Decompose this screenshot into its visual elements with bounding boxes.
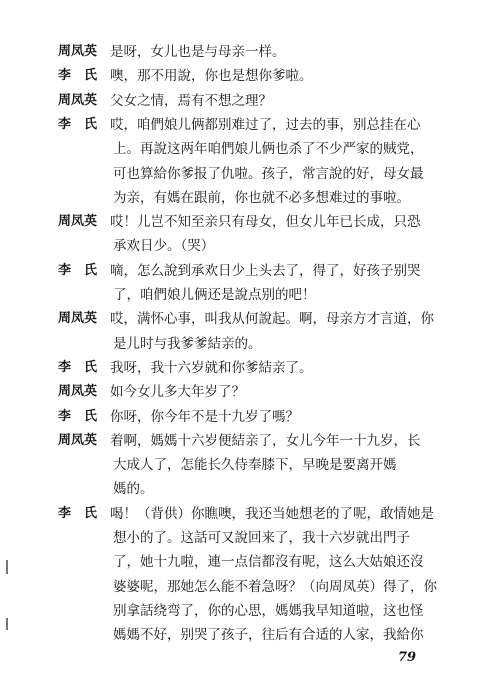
dialogue-line [0,453,479,477]
dialogue-line [0,234,479,258]
dialogue-line [0,186,479,210]
dialogue-text: 是呀，女儿也是与母亲一样。 [110,44,286,60]
speaker-name: 周凤英 [58,93,98,108]
dialogue-text: 媽媽不好，别哭了孩子，往后有合适的人家，我給你 [113,627,424,643]
dialogue-line [0,307,479,331]
speaker-name: 周凤英 [58,433,98,448]
dialogue-line [0,623,479,647]
dialogue-line [0,210,479,234]
dialogue-text: 了，咱們娘儿俩还是說点别的吧！ [113,287,316,303]
dialogue-line [0,64,479,88]
speaker-name: 周凤英 [58,44,98,59]
dialogue-line [0,550,479,574]
dialogue-line [0,429,479,453]
dialogue-text: 想小的了。这話可又說回来了，我十六岁就出門子 [113,530,410,546]
speaker-name: 周凤英 [58,311,98,326]
dialogue-text: 是儿时与我爹爹結亲的。 [113,336,262,352]
speaker-name: 周凤英 [58,214,98,229]
scan-margin-mark [6,560,8,574]
dialogue-text: 哎，咱們娘儿俩都别难过了，过去的事，别总挂在心 [110,117,421,133]
dialogue-line [0,283,479,307]
dialogue-text: 嘀，怎么說到承欢日少上头去了，得了，好孩子别哭 [110,263,421,279]
dialogue-line [0,89,479,113]
dialogue-text: 着啊，媽媽十六岁便結亲了，女儿今年一十九岁，长 [110,433,421,449]
dialogue-text: 噢，那不用說，你也是想你爹啦。 [110,68,313,84]
speaker-name: 李 氏 [58,68,98,83]
dialogue-line [0,502,479,526]
speaker-name: 李 氏 [58,117,98,132]
dialogue-line [0,575,479,599]
dialogue-line [0,356,479,380]
dialogue-text: 我呀，我十六岁就和你爹結亲了。 [110,360,313,376]
dialogue-text: 可也算給你爹报了仇啦。孩子，常言說的好，母女最 [113,166,424,182]
dialogue-text: 了，她十九啦，連一点信都沒有呢，这么大姑娘还沒 [113,554,424,570]
dialogue-line [0,162,479,186]
dialogue-line [0,599,479,623]
dialogue-text: 媽的。 [113,481,154,497]
speaker-name: 李 氏 [58,360,98,375]
dialogue-text: 承欢日少。（哭） [113,238,215,254]
scan-margin-mark [6,618,8,630]
dialogue-text: 喝！（背供）你瞧噢，我还当她想老的了呢，敢情她是 [110,506,434,522]
speaker-name: 周凤英 [58,384,98,399]
dialogue-line [0,113,479,137]
dialogue-text: 别拿話绕弯了，你的心思，媽媽我早知道啦，这也怪 [113,603,424,619]
dialogue-text: 上。再說这两年咱們娘儿俩也杀了不少严家的贼党， [113,141,424,157]
speaker-name: 李 氏 [58,409,98,424]
dialogue-line [0,137,479,161]
dialogue-text: 哎！儿岂不知至亲只有母女，但女儿年已长成，只恐 [110,214,421,230]
dialogue-text: 大成人了，怎能长久侍奉膝下，早晚是要离开媽 [113,457,397,473]
dialogue-text: 父女之情，焉有不想之理？ [110,93,272,109]
dialogue-text: 哎，满怀心事，叫我从何說起。啊，母亲方才言道，你 [110,311,434,327]
speaker-name: 李 氏 [58,263,98,278]
dialogue-line [0,259,479,283]
dialogue-line [0,405,479,429]
dialogue-line [0,40,479,64]
dialogue-text: 如今女儿多大年岁了？ [110,384,245,400]
page-number: 79 [398,650,417,665]
dialogue-line [0,526,479,550]
dialogue-text: 你呀，你今年不是十九岁了嗎？ [110,409,299,425]
dialogue-line [0,477,479,501]
dialogue-text: 婆婆呢，那她怎么能不着急呀？（向周凤英）得了，你 [113,579,437,595]
dialogue-text: 为亲，有媽在跟前，你也就不必多想难过的事啦。 [113,190,410,206]
dialogue-line [0,380,479,404]
speaker-name: 李 氏 [58,506,98,521]
dialogue-line [0,332,479,356]
